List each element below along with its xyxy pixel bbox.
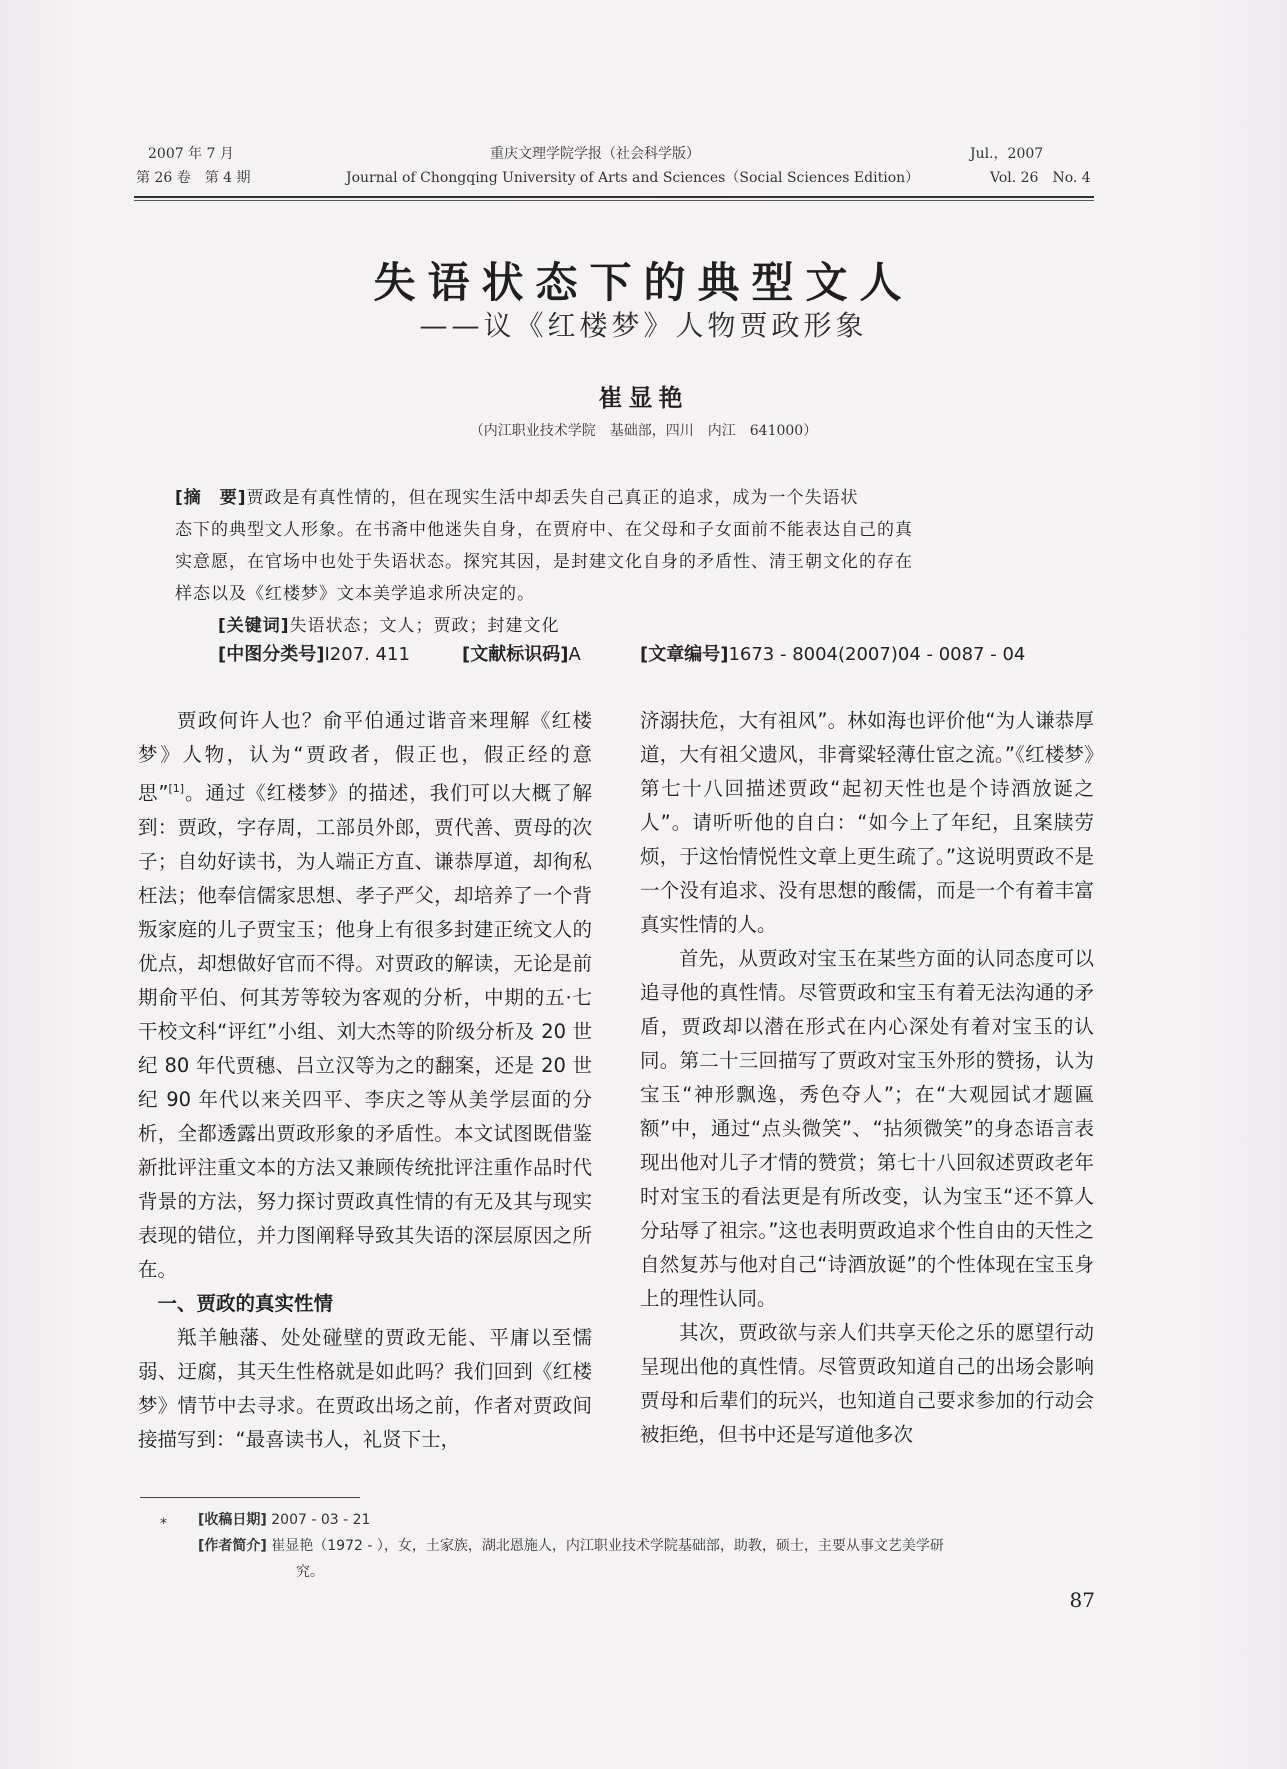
section-heading: 一、贾政的真实性情 (157, 1291, 334, 1315)
abstract-text-2: 态下的典型文人形象。在书斋中他迷失自身，在贾府中、在父母和子女面前不能表达自己的真 (175, 520, 913, 540)
header-volume-en: Vol. 26 No. 4 (990, 170, 1091, 186)
author-bio-text: 崔显艳（1972 - ），女，土家族，湖北恩施人，内江职业技术学院基础部，助教，硕士，主要从事文艺美学研 (271, 1538, 944, 1554)
author-bio-label: [作者简介] (198, 1538, 267, 1554)
doc-code-value: A (568, 644, 581, 665)
received-date-line (198, 1508, 370, 1532)
header-rule (134, 196, 1094, 198)
article-number-value: 1673 - 8004(2007)04 - 0087 - 04 (728, 644, 1026, 665)
clc-line (218, 640, 410, 666)
abstract-text-1: 贾政是有真性情的，但在现实生活中却丢失自己真正的追求，成为一个失语状 (246, 488, 859, 508)
author-affiliation: （内江职业技术学院 基础部，四川 内江 641000） (469, 423, 818, 439)
header-volume-cn: 第 26 卷 第 4 期 (136, 170, 251, 186)
article-number-line (640, 640, 1025, 666)
header-rule-thin (134, 200, 1094, 201)
author-bio-line (198, 1534, 944, 1558)
abstract-line-1 (175, 480, 1055, 516)
received-date: 2007 - 03 - 21 (271, 1512, 371, 1528)
article-title: 失语状态下的典型文人 (373, 258, 914, 307)
body-paragraph: 其次，贾政欲与亲人们共享天伦之乐的愿望行动呈现出他的真性情。尽管贾政知道自己的出场会影响贾母和后辈们的玩兴，也知道自己要求参加的行动会被拒绝，但书中还是写道他多次 (640, 1321, 1094, 1446)
body-paragraph: 羝羊触藩、处处碰壁的贾政无能、平庸以至懦弱、迂腐，其天生性格就是如此吗？我们回到《红楼梦》情节中去寻求。在贾政出场之前，作者对贾政间接描写到：“最喜读书人，礼贤下士， (138, 1325, 592, 1451)
body-column-right (640, 704, 1094, 1452)
header-journal-cn: 重庆文理学院学报（社会科学版） (490, 146, 700, 162)
header-date-en: Jul.，2007 (970, 146, 1044, 162)
body-text: 贾政何许人也？俞平伯通过谐音来理解《红楼梦》人物，认为“贾政者，假正也，假正经的意思” (138, 709, 592, 805)
keywords-label: [关键词] (218, 616, 290, 636)
header-date-cn: 2007 年 7 月 (148, 146, 234, 162)
header-journal-en: Journal of Chongqing University of Arts and Sciences（Social Sciences Edition） (346, 170, 920, 186)
abstract-text-3: 实意愿，在官场中也处于失语状态。探究其因，是封建文化自身的矛盾性、清王朝文化的存在 (175, 552, 913, 572)
citation-ref: [1] (168, 782, 185, 795)
doc-code-label: [文献标识码] (462, 644, 569, 665)
abstract-text-4: 样态以及《红楼梦》文本美学追求所决定的。 (175, 584, 535, 604)
body-paragraph (138, 704, 592, 1287)
author-bio-text-2: 究。 (296, 1564, 324, 1580)
body-paragraph: 首先，从贾政对宝玉在某些方面的认同态度可以追寻他的真性情。尽管贾政和宝玉有着无法沟通的矛盾，贾政却以潜在形式在内心深处有着对宝玉的认同。第二十三回描写了贾政对宝玉外形的赞扬，认为宝玉“神形飘逸，秀色夺人”；在“大观园试才题匾额”中，通过“点头微笑”、“拈须微笑”的身态语言表现出他对儿子才情的赞赏；第七十八回叙述贾政老年时对宝玉的看法更是有所改变，认为宝玉“还不算人分玷辱了祖宗。”这也表明贾政追求个性自由的天性之自然复苏与他对自己“诗酒放诞”的个性体现在宝玉身上的理性认同。 (640, 947, 1094, 1310)
clc-label: [中图分类号] (218, 644, 325, 665)
body-paragraph: 济溺扶危，大有祖风”。林如海也评价他“为人谦恭厚道，大有祖父遗风，非膏粱轻薄仕宦之流。”《红楼梦》第七十八回描述贾政“起初天性也是个诗酒放诞之人”。请听听他的自白：“如今上了年纪，且案牍劳烦，于这怡情悦性文章上更生疏了。”这说明贾政不是一个没有追求、没有思想的酸儒，而是一个有着丰富真实性情的人。 (640, 709, 1094, 936)
abstract-label: [摘 要] (175, 488, 247, 508)
article-author: 崔显艳 (598, 383, 689, 412)
doc-code-line (462, 640, 581, 666)
article-number-label: [文章编号] (640, 644, 729, 665)
received-label: [收稿日期] (198, 1512, 267, 1528)
article-subtitle: ——议《红楼梦》人物贾政形象 (419, 309, 868, 342)
body-column-left (138, 704, 592, 1457)
clc-value: I207. 411 (324, 644, 410, 665)
footnote-rule (140, 1497, 360, 1498)
keywords-text: 失语状态；文人；贾政；封建文化 (289, 616, 560, 636)
page-number: 87 (1069, 1588, 1095, 1612)
body-text: 。通过《红楼梦》的描述，我们可以大概了解到：贾政，字存周，工部员外郎，贾代善、贾母的次子；自幼好读书，为人端正方直、谦恭厚道，却徇私枉法；他奉信儒家思想、孝子严父，却培养了一个背叛家庭的儿子贾宝玉；他身上有很多封建正统文人的优点，却想做好官而不得。对贾政的解读，无论是前期俞平伯、何其芳等较为客观的分析，中期的五·七干校文科“评红”小组、刘大杰等的阶级分析及 20 世纪 80 年代贾穗、吕立汉等为之的翻案，还是 20 世纪 90 年代以来关四平、李庆之等从美学层面的分析，全都透露出贾政形象的矛盾性。本文试图既借鉴新批评注重文本的方法又兼顾传统批评注重作品时代背景的方法，努力探讨贾政真性情的有无及其与现实表现的错位，并力图阐释导致其失语的深层原因之所在。 (138, 781, 592, 1281)
footnote-star: * (160, 1516, 167, 1532)
keywords-line (218, 608, 1098, 644)
